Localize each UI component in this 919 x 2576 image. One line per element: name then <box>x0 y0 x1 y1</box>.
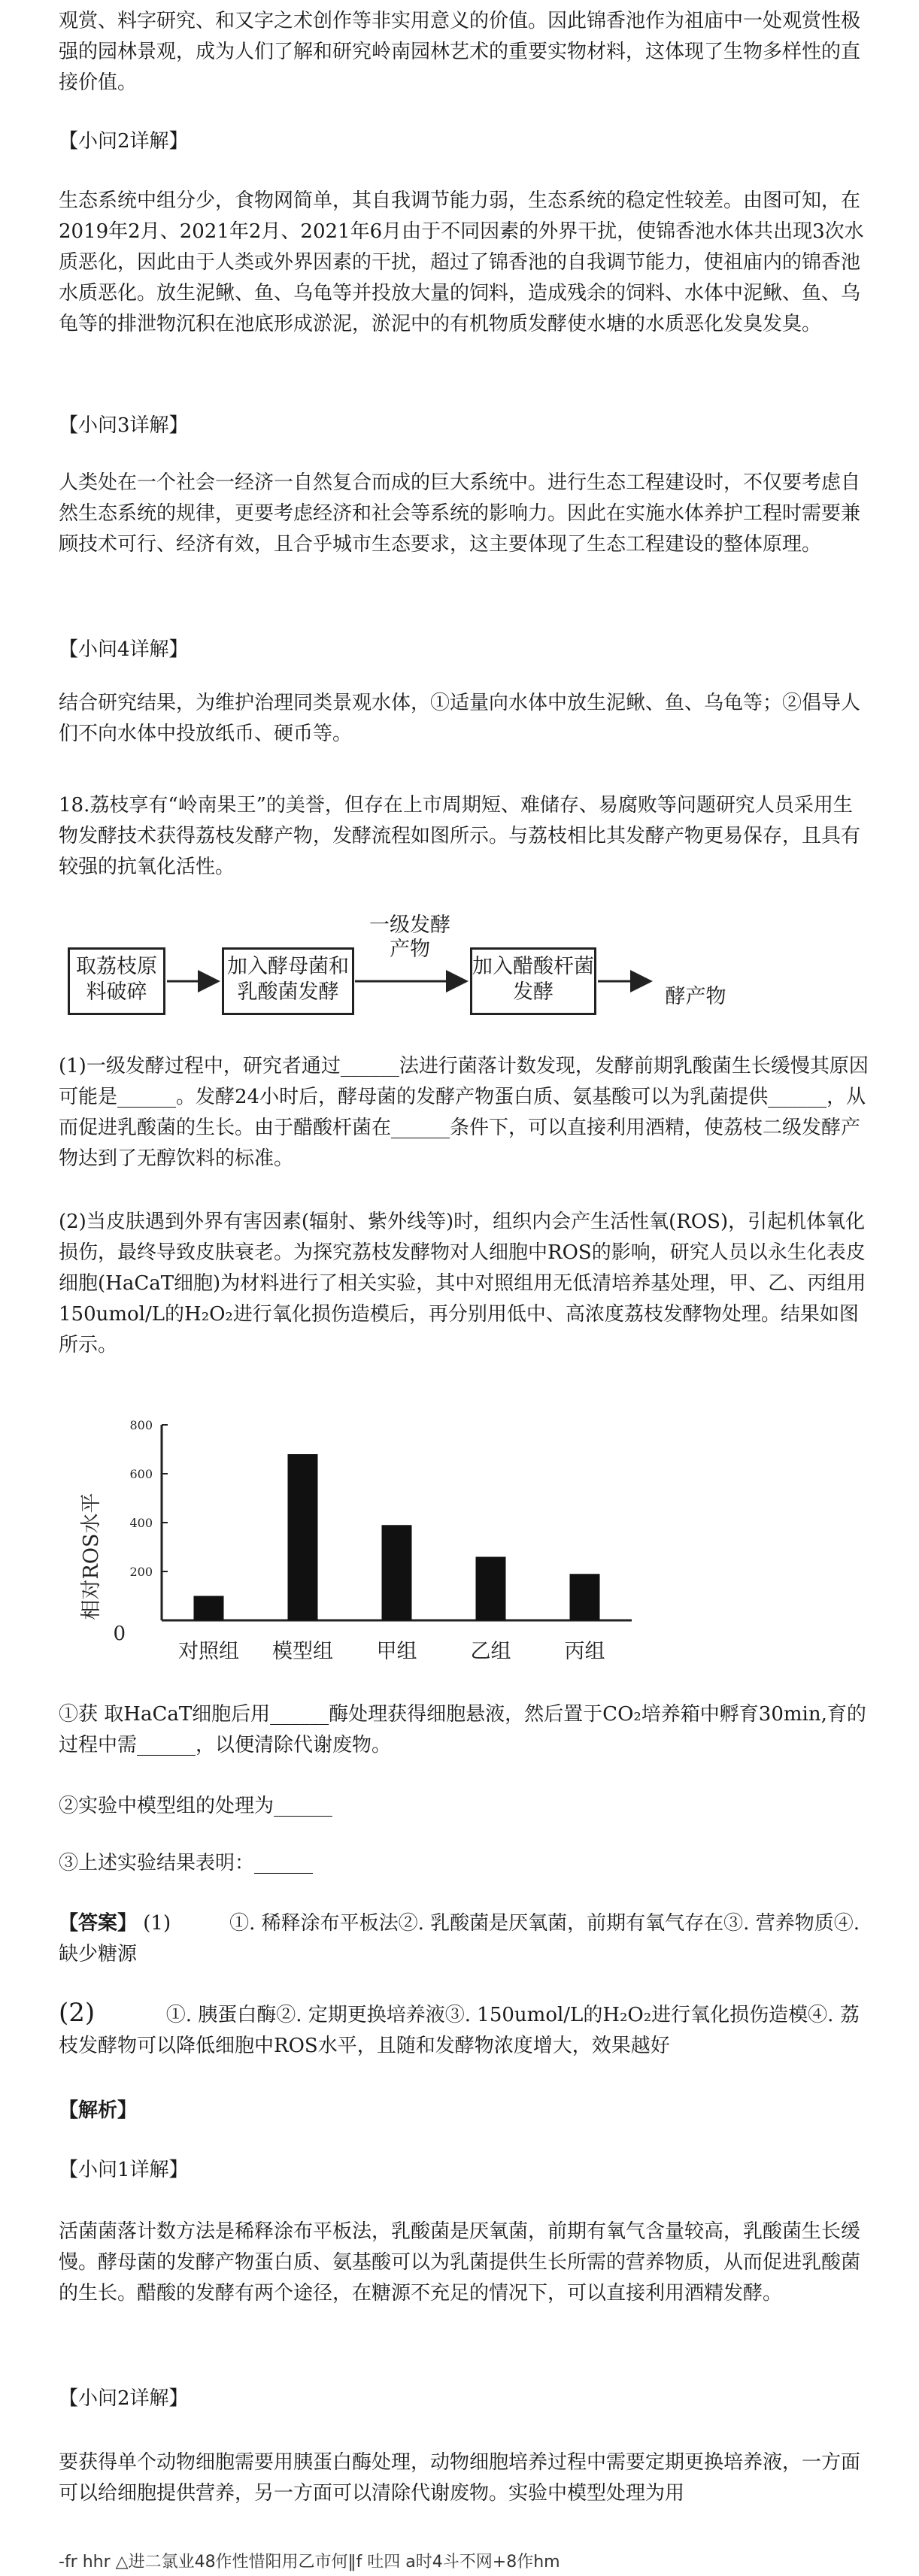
fermentation-flow-diagram <box>68 914 790 1026</box>
bar-2 <box>288 1454 318 1620</box>
item2-paragraph: ②实验中模型组的处理为______ <box>59 1795 333 1817</box>
q4-paragraph: 结合研究结果，为维护治理同类景观水体，①适量向水体中放生泥鳅、鱼、乌龟等；②倡导人们不向水体中投放纸币、硬币等。 <box>59 692 861 745</box>
bar-5 <box>570 1574 600 1620</box>
q3-paragraph: 人类处在一个社会一经济一自然复合而成的巨大系统中。进行生态工程建设时，不仅要考虑自然生态系统的规律，更要考虑经济和社会等系统的影响力。因此在实施水体养护工程时需要兼顾技术可行、经济有效，且合乎城市生态要求，这主要体现了生态工程建设的整体原理。 <box>59 471 861 556</box>
bar-4 <box>476 1557 506 1621</box>
q18-paragraph: 18.荔枝享有“岭南果王”的美誉，但存在上市周期短、难储存、易腐败等问题研究人员采用生物发酵技术获得荔枝发酵产物，发酵流程如图所示。与荔枝相比其发酵产物更易保存，且具有较强的抗氧化活性。 <box>59 794 861 878</box>
s2-paragraph: 要获得单个动物细胞需要用胰蛋白酶处理，动物细胞培养过程中需要定期更换培养液，一方面可以给细胞提供营养，另一方面可以清除代谢废物。实验中模型处理为用 <box>59 2451 861 2505</box>
bars-group <box>194 1454 600 1620</box>
x-tick-label: 模型组 <box>272 1640 333 1663</box>
flow-label-primary: 一级发酵产物 <box>369 914 450 961</box>
y-tick-label: 600 <box>129 1467 153 1481</box>
ros-bar-chart <box>75 1410 647 1680</box>
answer-label: 【答案】 <box>59 1912 138 1935</box>
s1-header: 【小问1详解】 <box>59 2159 189 2181</box>
s2-header: 【小问2详解】 <box>59 2387 189 2410</box>
bar-3 <box>382 1525 412 1620</box>
x-tick-label: 丙组 <box>564 1640 605 1663</box>
y-tick-label: 0 <box>113 1623 126 1645</box>
q2-header: 【小问2详解】 <box>59 130 189 153</box>
x-tick-label: 甲组 <box>376 1640 417 1663</box>
x-tick-label: 乙组 <box>470 1640 511 1663</box>
x-labels <box>178 1640 605 1663</box>
answer-part2: ①. 胰蛋白酶②. 定期更换培养液③. 150umol/L的H₂O₂进行氧化损伤造模④. 荔枝发酵物可以降低细胞中ROS水平，且随和发酵物浓度增大，效果越好 <box>59 2004 860 2057</box>
q2-paragraph: 生态系统中组分少，食物网简单，其自我调节能力弱，生态系统的稳定性较差。由图可知，在2019年2月、2021年2月、2021年6月由于不同因素的外界干扰，使锦香池水体共出现3次水质恶化，因此由于人类或外界因素的干扰，超过了锦香池的自我调节能力，使祖庙内的锦香池水质恶化。放生泥鳅、鱼、乌龟等并投放大量的饲料，造成残余的饲料、水体中泥鳅、鱼、乌龟等的排泄物沉积在池底形成淤泥，淤泥中的有机物质发酵使水塘的水质恶化发臭发臭。 <box>59 189 864 335</box>
flow-box-raw: 取荔枝原料破碎 <box>68 947 165 1015</box>
flow-box-yeast: 加入酵母菌和乳酸菌发酵 <box>222 947 354 1015</box>
ros-chart-svg <box>75 1410 647 1680</box>
y-tick-label: 400 <box>129 1516 153 1530</box>
s1-paragraph: 活菌菌落计数方法是稀释涂布平板法，乳酸菌是厌氧菌，前期有氧气含量较高，乳酸菌生长缓慢。酵母菌的发酵产物蛋白质、氨基酸可以为乳菌提供生长所需的营养物质，从而促进乳酸菌的生长。醋酸的发酵有两个途径，在糖源不充足的情况下，可以直接利用酒精发酵。 <box>59 2220 861 2305</box>
analysis-label: 【解析】 <box>59 2099 138 2122</box>
intro-paragraph: 观赏、料字研究、和又字之术创作等非实用意义的价值。因此锦香池作为祖庙中一处观赏性极强的园林景观，成为人们了解和研究岭南园林艺术的重要实物材料，这体现了生物多样性的直接价值。 <box>59 10 861 94</box>
q4-header: 【小问4详解】 <box>59 638 189 661</box>
sub2-paragraph: (2)当皮肤遇到外界有害因素(辐射、紫外线等)时，组织内会产生活性氧(ROS)，引起机体氧化损伤，最终导致皮肤衰老。为探究荔枝发酵物对人细胞中ROS的影响，研究人员以永生化表皮细胞(HaCaT细胞)为材料进行了相关实验，其中对照组用无低清培养基处理，甲、乙、丙组用150umol/L的H₂O₂进行氧化损伤造模后，再分别用低中、高浓度荔枝发酵物处理。结果如图所示。 <box>59 1211 866 1356</box>
flow-box-acetic: 加入醋酸杆菌发酵 <box>470 947 596 1015</box>
y-tick-label: 800 <box>129 1418 153 1432</box>
item3-paragraph: ③上述实验结果表明：______ <box>59 1852 314 1874</box>
flow-label-product: 酵产物 <box>665 985 726 1008</box>
x-tick-label: 对照组 <box>178 1640 239 1663</box>
answer2-block <box>59 1998 871 2062</box>
answer2-number: (2) <box>59 1998 96 2028</box>
bar-1 <box>194 1596 224 1621</box>
y-axis-label: 相对ROS水平 <box>80 1493 103 1620</box>
answer-block <box>59 1908 871 1970</box>
q3-header: 【小问3详解】 <box>59 414 189 437</box>
footer-scan-artifact: -fr hhr △进二氯业48作性惜阳用乙市何‖f 吐四 a时4斗不网+8作hm <box>59 2553 560 2571</box>
item1-paragraph: ①获 取HaCaT细胞后用______酶处理获得细胞悬液，然后置于CO₂培养箱中孵育30min,育的过程中需______，以便清除代谢废物。 <box>59 1703 866 1756</box>
y-ticks <box>113 1418 168 1645</box>
sub1-paragraph: (1)一级发酵过程中，研究者通过______法进行菌落计数发现，发酵前期乳酸菌生长缓慢其原因可能是______。发酵24小时后，酵母菌的发酵产物蛋白质、氨基酸可以为乳菌提供______，从而促进乳酸菌的生长。由于醋酸杆菌在______条件下，可以直接利用酒精，使荔枝二级发酵产物达到了无醇饮料的标准。 <box>59 1055 869 1170</box>
y-tick-label: 200 <box>129 1565 153 1579</box>
answer-part1: (1) ①. 稀释涂布平板法②. 乳酸菌是厌氧菌，前期有氧气存在③. 营养物质④. 缺少糖源 <box>59 1912 860 1965</box>
